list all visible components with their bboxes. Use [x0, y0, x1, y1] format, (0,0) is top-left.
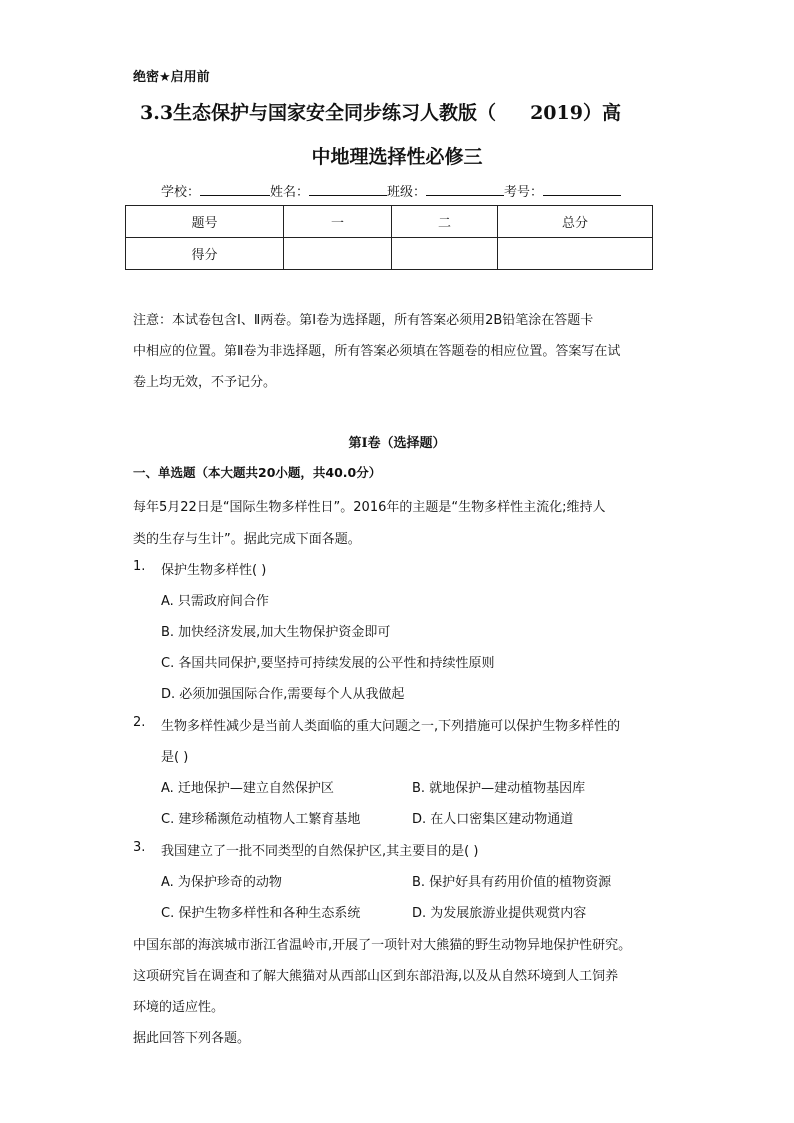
number-label: 考号：	[504, 185, 544, 200]
q2-option-c[interactable]: C. 建珍稀濒危动植物人工繁育基地	[161, 812, 361, 827]
q3-option-b[interactable]: B. 保护好具有药用价值的植物资源	[412, 875, 612, 890]
q2-option-b[interactable]: B. 就地保护—建动植物基因库	[412, 781, 586, 796]
number-blank[interactable]	[543, 183, 621, 196]
notice-line-2: 中相应的位置。第Ⅱ卷为非选择题，所有答案必须填在答题卷的相应位置。答案写在试	[133, 344, 621, 359]
class-label: 班级：	[387, 185, 427, 200]
student-info-line	[161, 181, 621, 200]
section-subtitle: 一、单选题（本大题共20小题，共40.0分）	[133, 465, 382, 480]
q2-number: 2.	[133, 715, 146, 730]
q1-option-d[interactable]: D. 必须加强国际合作,需要每个人从我做起	[161, 687, 405, 702]
q3-number: 3.	[133, 840, 146, 855]
school-blank[interactable]	[200, 183, 270, 196]
score-table	[125, 205, 653, 270]
header-cell-part1: 一	[284, 206, 392, 238]
passage2-line-2: 这项研究旨在调查和了解大熊猫对从西部山区到东部沿海,以及从自然环境到人工饲养	[133, 969, 619, 984]
name-blank[interactable]	[309, 183, 387, 196]
q1-option-a[interactable]: A. 只需政府间合作	[161, 594, 269, 609]
header-cell-question: 题号	[126, 206, 284, 238]
q1-option-b[interactable]: B. 加快经济发展,加大生物保护资金即可	[161, 625, 391, 640]
class-blank[interactable]	[426, 183, 504, 196]
passage2-line-4: 据此回答下列各题。	[133, 1031, 251, 1046]
q2-text-line-1: 生物多样性减少是当前人类面临的重大问题之一,下列措施可以保护生物多样性的	[161, 719, 621, 734]
q1-number: 1.	[133, 559, 146, 574]
notice-line-1: 注意：本试卷包含Ⅰ、Ⅱ两卷。第Ⅰ卷为选择题，所有答案必须用2B铅笔涂在答题卡	[133, 313, 594, 328]
q2-text-line-2: 是( )	[161, 750, 189, 765]
confidential-mark: 绝密★启用前	[133, 70, 210, 85]
section-title: 第Ⅰ卷（选择题）	[348, 436, 446, 451]
score-cell-part2[interactable]	[392, 238, 498, 270]
header-cell-total: 总分	[498, 206, 653, 238]
score-table-header-row	[126, 206, 653, 238]
header-cell-part2: 二	[392, 206, 498, 238]
school-label: 学校：	[161, 185, 201, 200]
passage1-line-2: 类的生存与生计”。据此完成下面各题。	[133, 532, 361, 547]
passage1-line-1: 每年5月22日是“国际生物多样性日”。2016年的主题是“生物多样性主流化;维持人	[133, 500, 606, 515]
q1-option-c[interactable]: C. 各国共同保护,要坚持可持续发展的公平性和持续性原则	[161, 656, 495, 671]
q2-option-a[interactable]: A. 迁地保护—建立自然保护区	[161, 781, 334, 796]
q2-option-d[interactable]: D. 在人口密集区建动物通道	[412, 812, 574, 827]
title-part-b: 2019）高	[530, 102, 621, 124]
score-cell-part1[interactable]	[284, 238, 392, 270]
passage2-line-3: 环境的适应性。	[133, 1000, 225, 1015]
page-title-line1	[140, 98, 621, 125]
page-title-line2: 中地理选择性必修三	[311, 146, 483, 168]
score-cell-total[interactable]	[498, 238, 653, 270]
q3-option-a[interactable]: A. 为保护珍奇的动物	[161, 875, 282, 890]
q1-text: 保护生物多样性( )	[161, 563, 267, 578]
title-part-a: 3.3生态保护与国家安全同步练习人教版（	[140, 102, 497, 124]
notice-line-3: 卷上均无效，不予记分。	[133, 375, 277, 390]
passage2-line-1: 中国东部的海滨城市浙江省温岭市,开展了一项针对大熊猫的野生动物异地保护性研究。	[133, 938, 632, 953]
q3-text: 我国建立了一批不同类型的自然保护区,其主要目的是( )	[161, 844, 479, 859]
name-label: 姓名：	[270, 185, 310, 200]
score-row-label: 得分	[126, 238, 284, 270]
score-table-score-row	[126, 238, 653, 270]
q3-option-c[interactable]: C. 保护生物多样性和各种生态系统	[161, 906, 361, 921]
q3-option-d[interactable]: D. 为发展旅游业提供观赏内容	[412, 906, 587, 921]
